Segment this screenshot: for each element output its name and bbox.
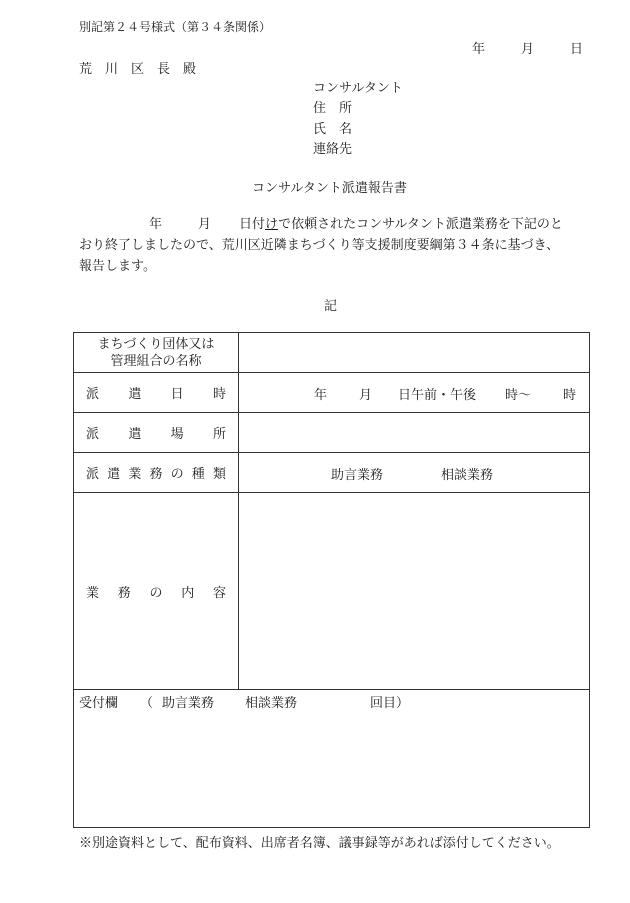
service-content-input[interactable] <box>239 493 590 690</box>
date-day-label: 日 <box>570 42 584 57</box>
reception-option-consultation: 相談業務 <box>245 696 298 711</box>
form-reference: 別記第２４号様式（第３４条関係） <box>79 20 272 34</box>
body-line-2: おり終了しましたので、荒川区近隣まちづくり等支援制度要綱第３４条に基づき、 <box>79 238 560 253</box>
service-type-options <box>239 453 590 493</box>
reception-option-advice: 助言業務 <box>162 696 215 711</box>
reception-open-paren: （ <box>140 696 154 711</box>
ki-heading: 記 <box>324 299 338 314</box>
datetime-from-hour: 時～ <box>505 387 532 403</box>
reception-box[interactable] <box>74 690 590 828</box>
organization-label: まちづくり団体又は 管理組合の名称 <box>74 333 239 373</box>
service-option-consultation[interactable]: 相談業務 <box>441 467 494 483</box>
footer-note: ※別途資料として、配布資料、出席者名簿、議事録等があれば添付してください。 <box>79 836 560 851</box>
sender-contact-label: 連絡先 <box>313 142 353 157</box>
dispatch-datetime-label: 派 遣 日 時 <box>74 373 239 413</box>
row-service-type <box>74 453 590 493</box>
body-year: 年 <box>149 217 163 232</box>
dispatch-place-input[interactable] <box>239 413 590 453</box>
body-day-underlined: け <box>265 217 279 232</box>
body-month: 月 <box>198 217 212 232</box>
datetime-month: 月 <box>359 387 373 403</box>
body-line-3: 報告します。 <box>79 259 156 274</box>
dispatch-place-label: 派 遣 場 所 <box>74 413 239 453</box>
date-month-label: 月 <box>521 42 535 57</box>
datetime-year: 年 <box>314 387 328 403</box>
row-organization <box>74 333 590 373</box>
datetime-day-ampm: 日午前・午後 <box>398 387 477 403</box>
reception-count: 回目） <box>370 696 410 711</box>
row-reception <box>74 690 590 828</box>
row-dispatch-place <box>74 413 590 453</box>
date-year-label: 年 <box>472 42 486 57</box>
body-line-1 <box>79 214 563 235</box>
sender-consultant-label: コンサルタント <box>313 81 403 96</box>
addressee: 荒 川 区 長 殿 <box>79 62 197 77</box>
reception-label: 受付欄 <box>79 696 119 711</box>
sender-name-label: 氏 名 <box>313 122 353 137</box>
report-form-table <box>73 332 590 828</box>
body-line-1-rest: で依頼されたコンサルタント派遣業務を下記のと <box>278 217 563 232</box>
row-dispatch-datetime <box>74 373 590 413</box>
service-option-advice[interactable]: 助言業務 <box>331 467 384 483</box>
organization-input[interactable] <box>239 333 590 373</box>
row-service-content <box>74 493 590 690</box>
service-type-label: 派 遣 業 務 の 種 類 <box>74 453 239 493</box>
service-content-label: 業 務 の 内 容 <box>74 493 239 690</box>
body-day-pre: 日付 <box>239 217 266 232</box>
dispatch-datetime-input[interactable] <box>239 373 590 413</box>
datetime-to-hour: 時 <box>563 387 577 403</box>
document-title: コンサルタント派遣報告書 <box>252 181 407 196</box>
sender-address-label: 住 所 <box>313 101 353 116</box>
